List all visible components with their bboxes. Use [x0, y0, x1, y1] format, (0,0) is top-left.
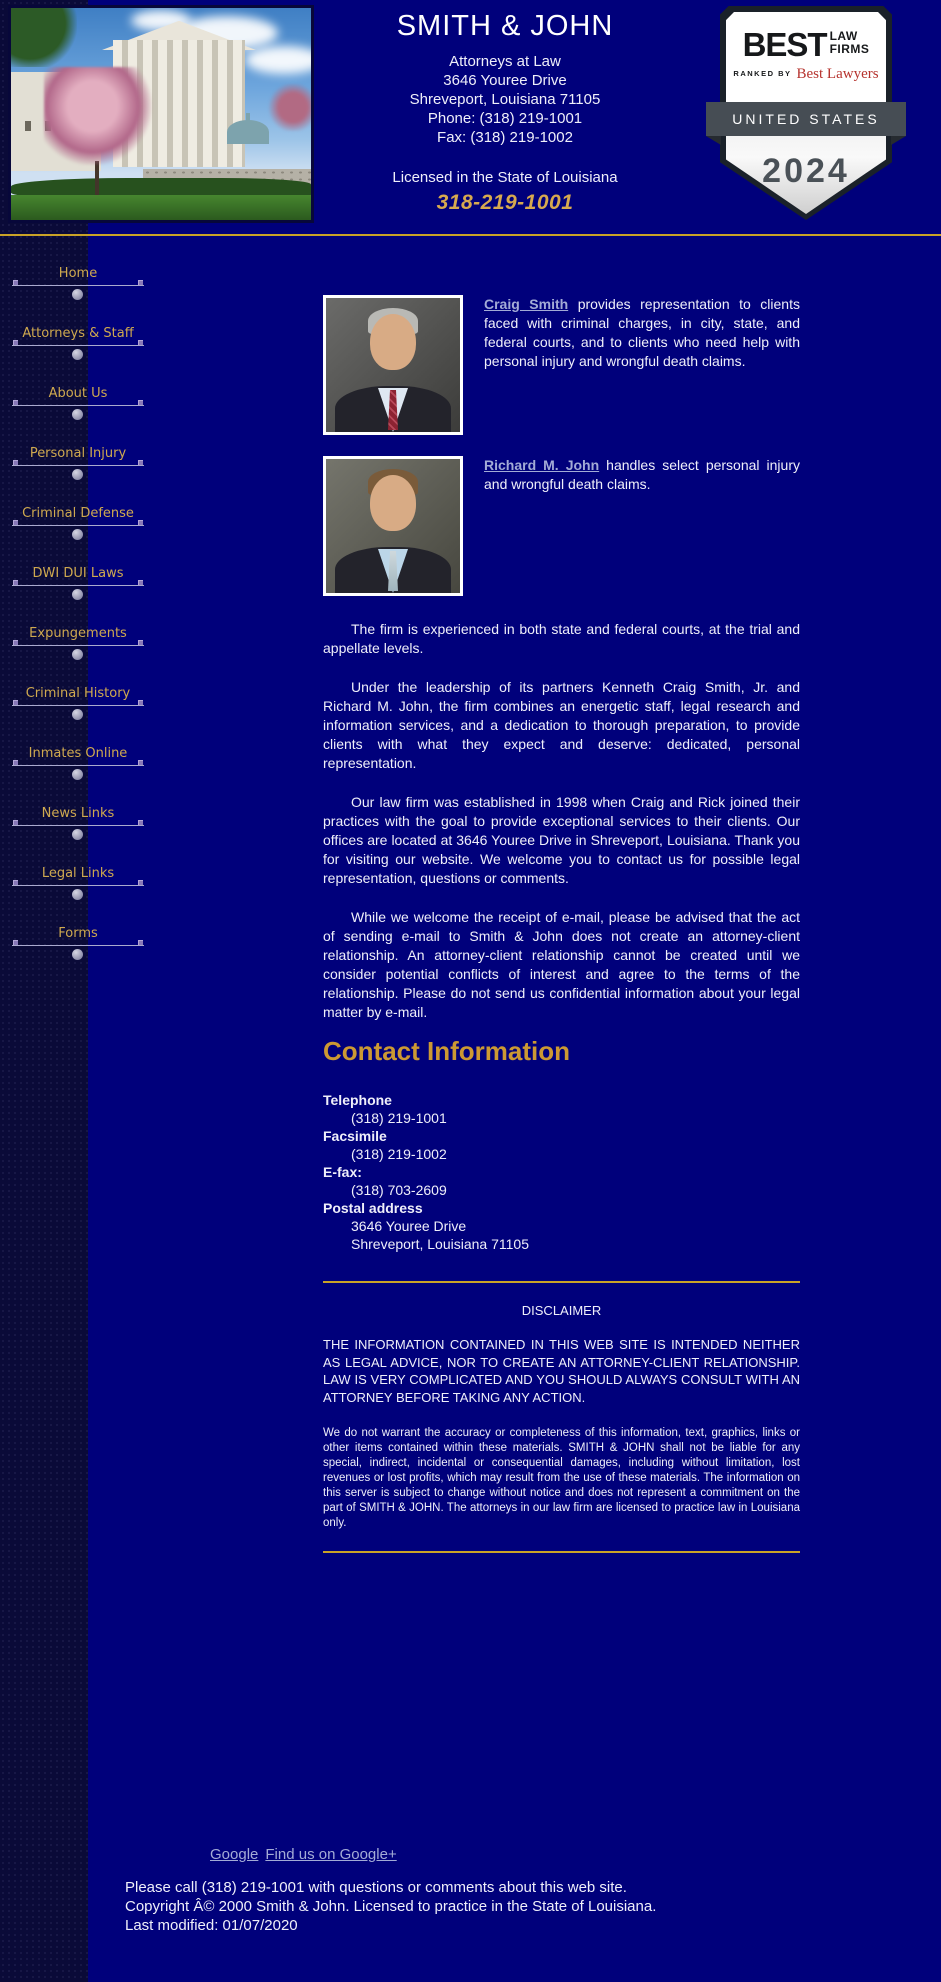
ribbon-fold: [891, 136, 906, 145]
badge-law-text: LAW: [829, 29, 858, 43]
sidebar-item-label[interactable]: Home: [58, 266, 98, 281]
badge-region-ribbon: UNITED STATES: [706, 102, 906, 136]
face: [370, 314, 416, 370]
badge-year: 2024: [762, 152, 850, 190]
nav-underline: [12, 945, 144, 946]
sidebar-item-label[interactable]: DWI DUI Laws: [32, 566, 124, 581]
cherry-blossom-tree: [44, 67, 152, 165]
facsimile-value: (318) 219-1002: [351, 1146, 447, 1162]
nav-bead-icon: [72, 529, 83, 540]
telephone-value: (318) 219-1001: [351, 1110, 447, 1126]
nav-underline: [12, 825, 144, 826]
sidebar-item-label[interactable]: Criminal History: [25, 686, 131, 701]
postal-line2: Shreveport, Louisiana 71105: [351, 1236, 529, 1252]
phone-big: 318-219-1001: [436, 191, 574, 214]
sidebar-item-home[interactable]: [12, 266, 144, 310]
badge-firms-text: FIRMS: [829, 42, 870, 56]
efax-value: (318) 703-2609: [351, 1182, 447, 1198]
nav-bead-icon: [72, 709, 83, 720]
ribbon-fold: [706, 136, 721, 145]
paragraph-leadership: Under the leadership of its partners Kenneth Craig Smith, Jr. and Richard M. John, the firm combines an energetic staff, legal research and information services, and a dedication to thorough preparation, to provide clients with what they expect and deserve: dedicated, personal representation.: [323, 679, 800, 771]
blossom: [266, 84, 311, 131]
craig-bio-text: provides representation to clients faced with criminal charges, in city, state, and federal courts, and to clients who need help with personal injury and wrongful death claims.: [484, 296, 800, 369]
disclaimer-top-rule: [323, 1281, 800, 1283]
nav-bead-icon: [72, 829, 83, 840]
contact-heading: Contact Information: [323, 1036, 570, 1066]
address-line: 3646 Youree Drive: [443, 72, 567, 89]
nav-bead-icon: [72, 589, 83, 600]
sidebar-item-dwi-dui-laws[interactable]: [12, 566, 144, 610]
lawn: [11, 195, 311, 220]
nav-underline: [12, 285, 144, 286]
licensed-line: Licensed in the State of Louisiana: [392, 169, 618, 186]
badge-ranked-by: RANKED BY: [733, 69, 792, 78]
richard-bio-text: handles select personal injury and wrongful death claims.: [484, 457, 800, 492]
nav-bead-icon: [72, 889, 83, 900]
sidebar-item-label[interactable]: Inmates Online: [28, 746, 128, 761]
best-law-firms-logo: [706, 26, 906, 83]
nav-underline: [12, 465, 144, 466]
nav-underline: [12, 705, 144, 706]
nav-bead-icon: [72, 949, 83, 960]
sidebar-item-criminal-defense[interactable]: [12, 506, 144, 550]
sidebar-item-criminal-history[interactable]: [12, 686, 144, 730]
footer-text: [125, 1878, 785, 1935]
sidebar-item-label[interactable]: Criminal Defense: [22, 506, 134, 521]
nav-underline: [12, 525, 144, 526]
attorney-row-richard: [323, 456, 800, 596]
header-divider: [0, 234, 941, 236]
paragraph-email-notice: While we welcome the receipt of e-mail, please be advised that the act of sending e-mail to Smith & John does not create an attorney-client relationship. An attorney-client relationship cannot be created until we consider potential conflicts of interest and agree to the terms of the relationship. Please do not send us confidential information about your legal matter by e-mail.: [323, 909, 800, 1020]
foliage: [11, 8, 77, 67]
nav-bead-icon: [72, 349, 83, 360]
sidebar-item-inmates-online[interactable]: [12, 746, 144, 790]
postal-line1: 3646 Youree Drive: [351, 1218, 467, 1234]
sidebar-item-label[interactable]: Expungements: [29, 626, 127, 641]
richard-john-photo: [323, 456, 463, 596]
nav-bead-icon: [72, 289, 83, 300]
sidebar-item-forms[interactable]: [12, 926, 144, 970]
telephone-label: Telephone: [323, 1092, 392, 1108]
firm-name: SMITH & JOHN: [396, 10, 614, 42]
paragraph-courts: The firm is experienced in both state and federal courts, at the trial and appellate levels.: [323, 621, 800, 656]
nav-underline: [12, 645, 144, 646]
tagline: Attorneys at Law: [449, 53, 561, 70]
footer-links: [210, 1846, 404, 1863]
courthouse-photo: [11, 8, 311, 220]
nav-bead-icon: [72, 649, 83, 660]
efax-label: E-fax:: [323, 1164, 362, 1180]
richard-portrait: [326, 459, 460, 593]
header-center: [330, 10, 680, 215]
craig-smith-link[interactable]: Craig Smith: [484, 296, 569, 312]
address-line: Shreveport, Louisiana 71105: [409, 91, 601, 108]
sidebar-item-expungements[interactable]: [12, 626, 144, 670]
sidebar-item-attorneys-staff[interactable]: [12, 326, 144, 370]
sidebar-item-personal-injury[interactable]: [12, 446, 144, 490]
face: [370, 475, 416, 531]
badge-best-text: BEST: [742, 26, 827, 63]
nav-underline: [12, 765, 144, 766]
fax-line: Fax: (318) 219-1002: [437, 129, 573, 146]
richard-john-link[interactable]: Richard M. John: [484, 457, 600, 473]
craig-smith-photo: [323, 295, 463, 435]
craig-bio: [484, 295, 800, 435]
sidebar-item-label[interactable]: Legal Links: [41, 866, 115, 881]
sidebar-item-label[interactable]: Forms: [58, 926, 98, 941]
sidebar-item-label[interactable]: Personal Injury: [29, 446, 127, 461]
phone-line: Phone: (318) 219-1001: [427, 110, 583, 127]
disclaimer-paragraph-caps: THE INFORMATION CONTAINED IN THIS WEB SITE IS INTENDED NEITHER AS LEGAL ADVICE, NOR TO CREATE AN ATTORNEY-CLIENT RELATIONSHIP. LAW IS VERY COMPLICATED AND YOU SHOULD ALWAYS CONSULT WITH AN ATTORNEY BEFORE TAKING ANY ACTION.: [323, 1337, 800, 1405]
disclaimer-paragraph-small: We do not warrant the accuracy or completeness of this information, text, graphics, links or other items contained within these materials. SMITH & JOHN shall not be liable for any special, indirect, incidental or consequential damages, including without limitation, lost revenues or lost profits, which may result from the use of these materials. The information on this server is subject to change without notice and does not represent a commitment on the part of SMITH & JOHN. The attorneys in our law firm are licensed to practice law in Louisiana only.: [323, 1427, 800, 1529]
attorney-row-craig: [323, 295, 800, 435]
postal-label: Postal address: [323, 1200, 423, 1216]
nav-bead-icon: [72, 469, 83, 480]
sidebar-item-news-links[interactable]: [12, 806, 144, 850]
google-link[interactable]: Google: [210, 1846, 259, 1863]
footer-line-modified: Last modified: 01/07/2020: [125, 1917, 298, 1934]
nav-bead-icon: [72, 769, 83, 780]
nav-bead-icon: [72, 409, 83, 420]
craig-portrait: [326, 298, 460, 432]
facsimile-label: Facsimile: [323, 1128, 387, 1144]
footer-line-copyright: Copyright Â© 2000 Smith & John. Licensed to practice in the State of Louisiana.: [125, 1898, 657, 1915]
sidebar-item-label[interactable]: About Us: [48, 386, 108, 401]
nav-underline: [12, 585, 144, 586]
nav-underline: [12, 345, 144, 346]
richard-bio: [484, 456, 800, 596]
footer-line-call: Please call (318) 219-1001 with questions or comments about this web site.: [125, 1879, 627, 1896]
sidebar-item-about-us[interactable]: [12, 386, 144, 430]
main-content: [323, 295, 800, 1571]
nav-underline: [12, 405, 144, 406]
contact-list: [323, 1091, 800, 1253]
best-law-firms-badge: [706, 6, 906, 224]
sidebar-item-label[interactable]: Attorneys & Staff: [22, 326, 134, 341]
dome: [227, 120, 269, 144]
disclaimer-heading: DISCLAIMER: [521, 1303, 602, 1318]
nav-underline: [12, 885, 144, 886]
paragraph-established: Our law firm was established in 1998 when Craig and Rick joined their practices with the goal to provide exceptional services to their clients. Our offices are located at 3646 Youree Drive in Shreveport, Louisiana. Thank you for visiting our website. We welcome you to contact us for possible legal representation, questions or comments.: [323, 794, 800, 886]
sidebar-item-label[interactable]: News Links: [41, 806, 115, 821]
sidebar-item-legal-links[interactable]: [12, 866, 144, 910]
google-plus-link[interactable]: Find us on Google+: [265, 1846, 397, 1863]
badge-best-lawyers: Best Lawyers: [796, 66, 879, 82]
tree-trunk: [95, 161, 99, 195]
disclaimer-bottom-rule: [323, 1551, 800, 1553]
